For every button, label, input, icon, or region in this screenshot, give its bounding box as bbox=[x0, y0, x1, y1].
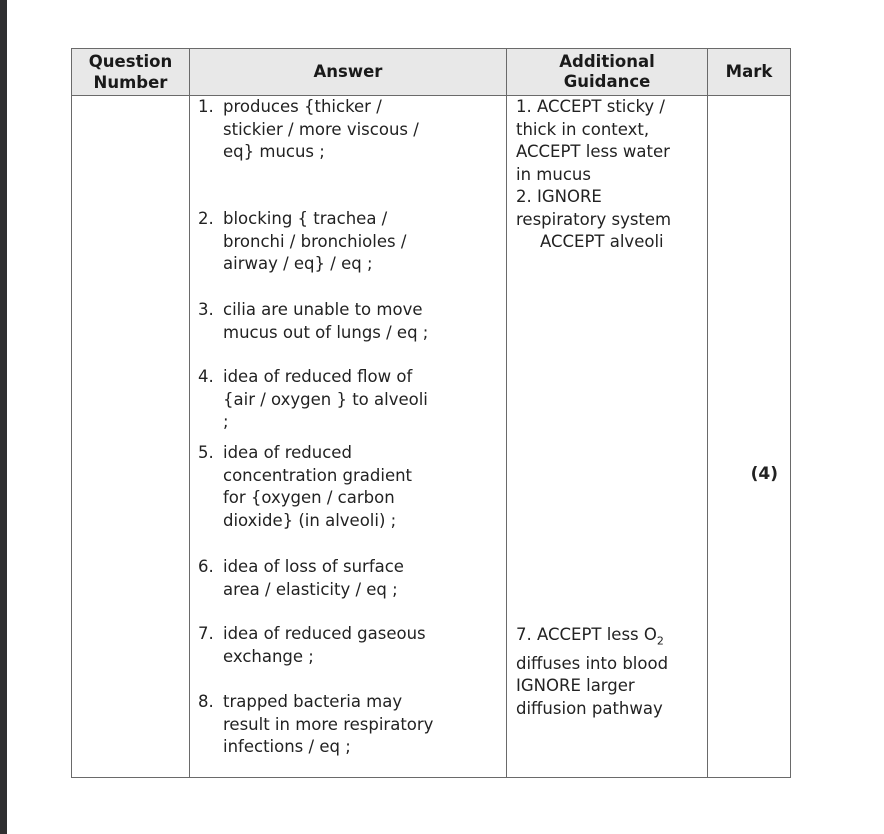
answer-item bbox=[198, 623, 426, 668]
question-number-cell bbox=[72, 96, 190, 778]
header-additional-guidance: Additional Guidance bbox=[507, 49, 708, 96]
header-mark: Mark bbox=[708, 49, 791, 96]
mark-value: (4) bbox=[750, 464, 778, 484]
guidance-7-rest: diffuses into blood IGNORE larger diffusion pathway bbox=[516, 653, 669, 718]
answer-item bbox=[198, 691, 433, 759]
answer-text: idea of reduced concentration gradient for {oxygen / carbon dioxide} (in alveoli) ; bbox=[223, 443, 413, 530]
answer-text: idea of reduced flow of {air / oxygen } to alveoli ; bbox=[223, 367, 428, 431]
left-window-edge bbox=[0, 0, 7, 834]
answer-number: 7. bbox=[198, 624, 214, 643]
header-row bbox=[72, 49, 791, 96]
answer-number: 4. bbox=[198, 367, 214, 386]
guidance-accept-alveoli: ACCEPT alveoli bbox=[540, 232, 664, 251]
answer-text: idea of reduced gaseous exchange ; bbox=[223, 624, 426, 666]
answer-item bbox=[198, 556, 404, 601]
answer-text: blocking { trachea / bronchi / bronchioles / airway / eq} / eq ; bbox=[223, 209, 407, 273]
answer-cell bbox=[190, 96, 507, 778]
answer-number: 3. bbox=[198, 300, 214, 319]
answer-number: 1. bbox=[198, 97, 214, 116]
answer-number: 8. bbox=[198, 692, 214, 711]
guidance-cell bbox=[507, 96, 708, 778]
guidance-points-1-2: 1. ACCEPT sticky / thick in context, ACCEPT less water in mucus 2. IGNORE respiratory system bbox=[516, 97, 672, 229]
answer-list bbox=[190, 96, 506, 777]
answer-row bbox=[72, 96, 791, 778]
answer-number: 6. bbox=[198, 557, 214, 576]
answer-item bbox=[198, 366, 428, 434]
answer-item bbox=[198, 208, 406, 276]
answer-item bbox=[198, 96, 419, 164]
header-question-number: Question Number bbox=[72, 49, 190, 96]
mark-scheme-table bbox=[71, 48, 791, 778]
guidance-7-text: 7. ACCEPT less O bbox=[516, 625, 657, 644]
answer-number: 2. bbox=[198, 209, 214, 228]
answer-text: idea of loss of surface area / elasticity / eq ; bbox=[223, 557, 404, 599]
answer-text: cilia are unable to move mucus out of lungs / eq ; bbox=[223, 300, 429, 342]
header-answer: Answer bbox=[190, 49, 507, 96]
mark-cell bbox=[708, 96, 791, 778]
answer-item bbox=[198, 442, 412, 532]
answer-item bbox=[198, 299, 428, 344]
guidance-point-7 bbox=[516, 624, 668, 720]
answer-number: 5. bbox=[198, 443, 214, 462]
guidance-7-subscript: 2 bbox=[656, 634, 664, 648]
answer-text: trapped bacteria may result in more respiratory infections / eq ; bbox=[223, 692, 434, 756]
answer-text: produces {thicker / stickier / more viscous / eq} mucus ; bbox=[223, 97, 419, 161]
